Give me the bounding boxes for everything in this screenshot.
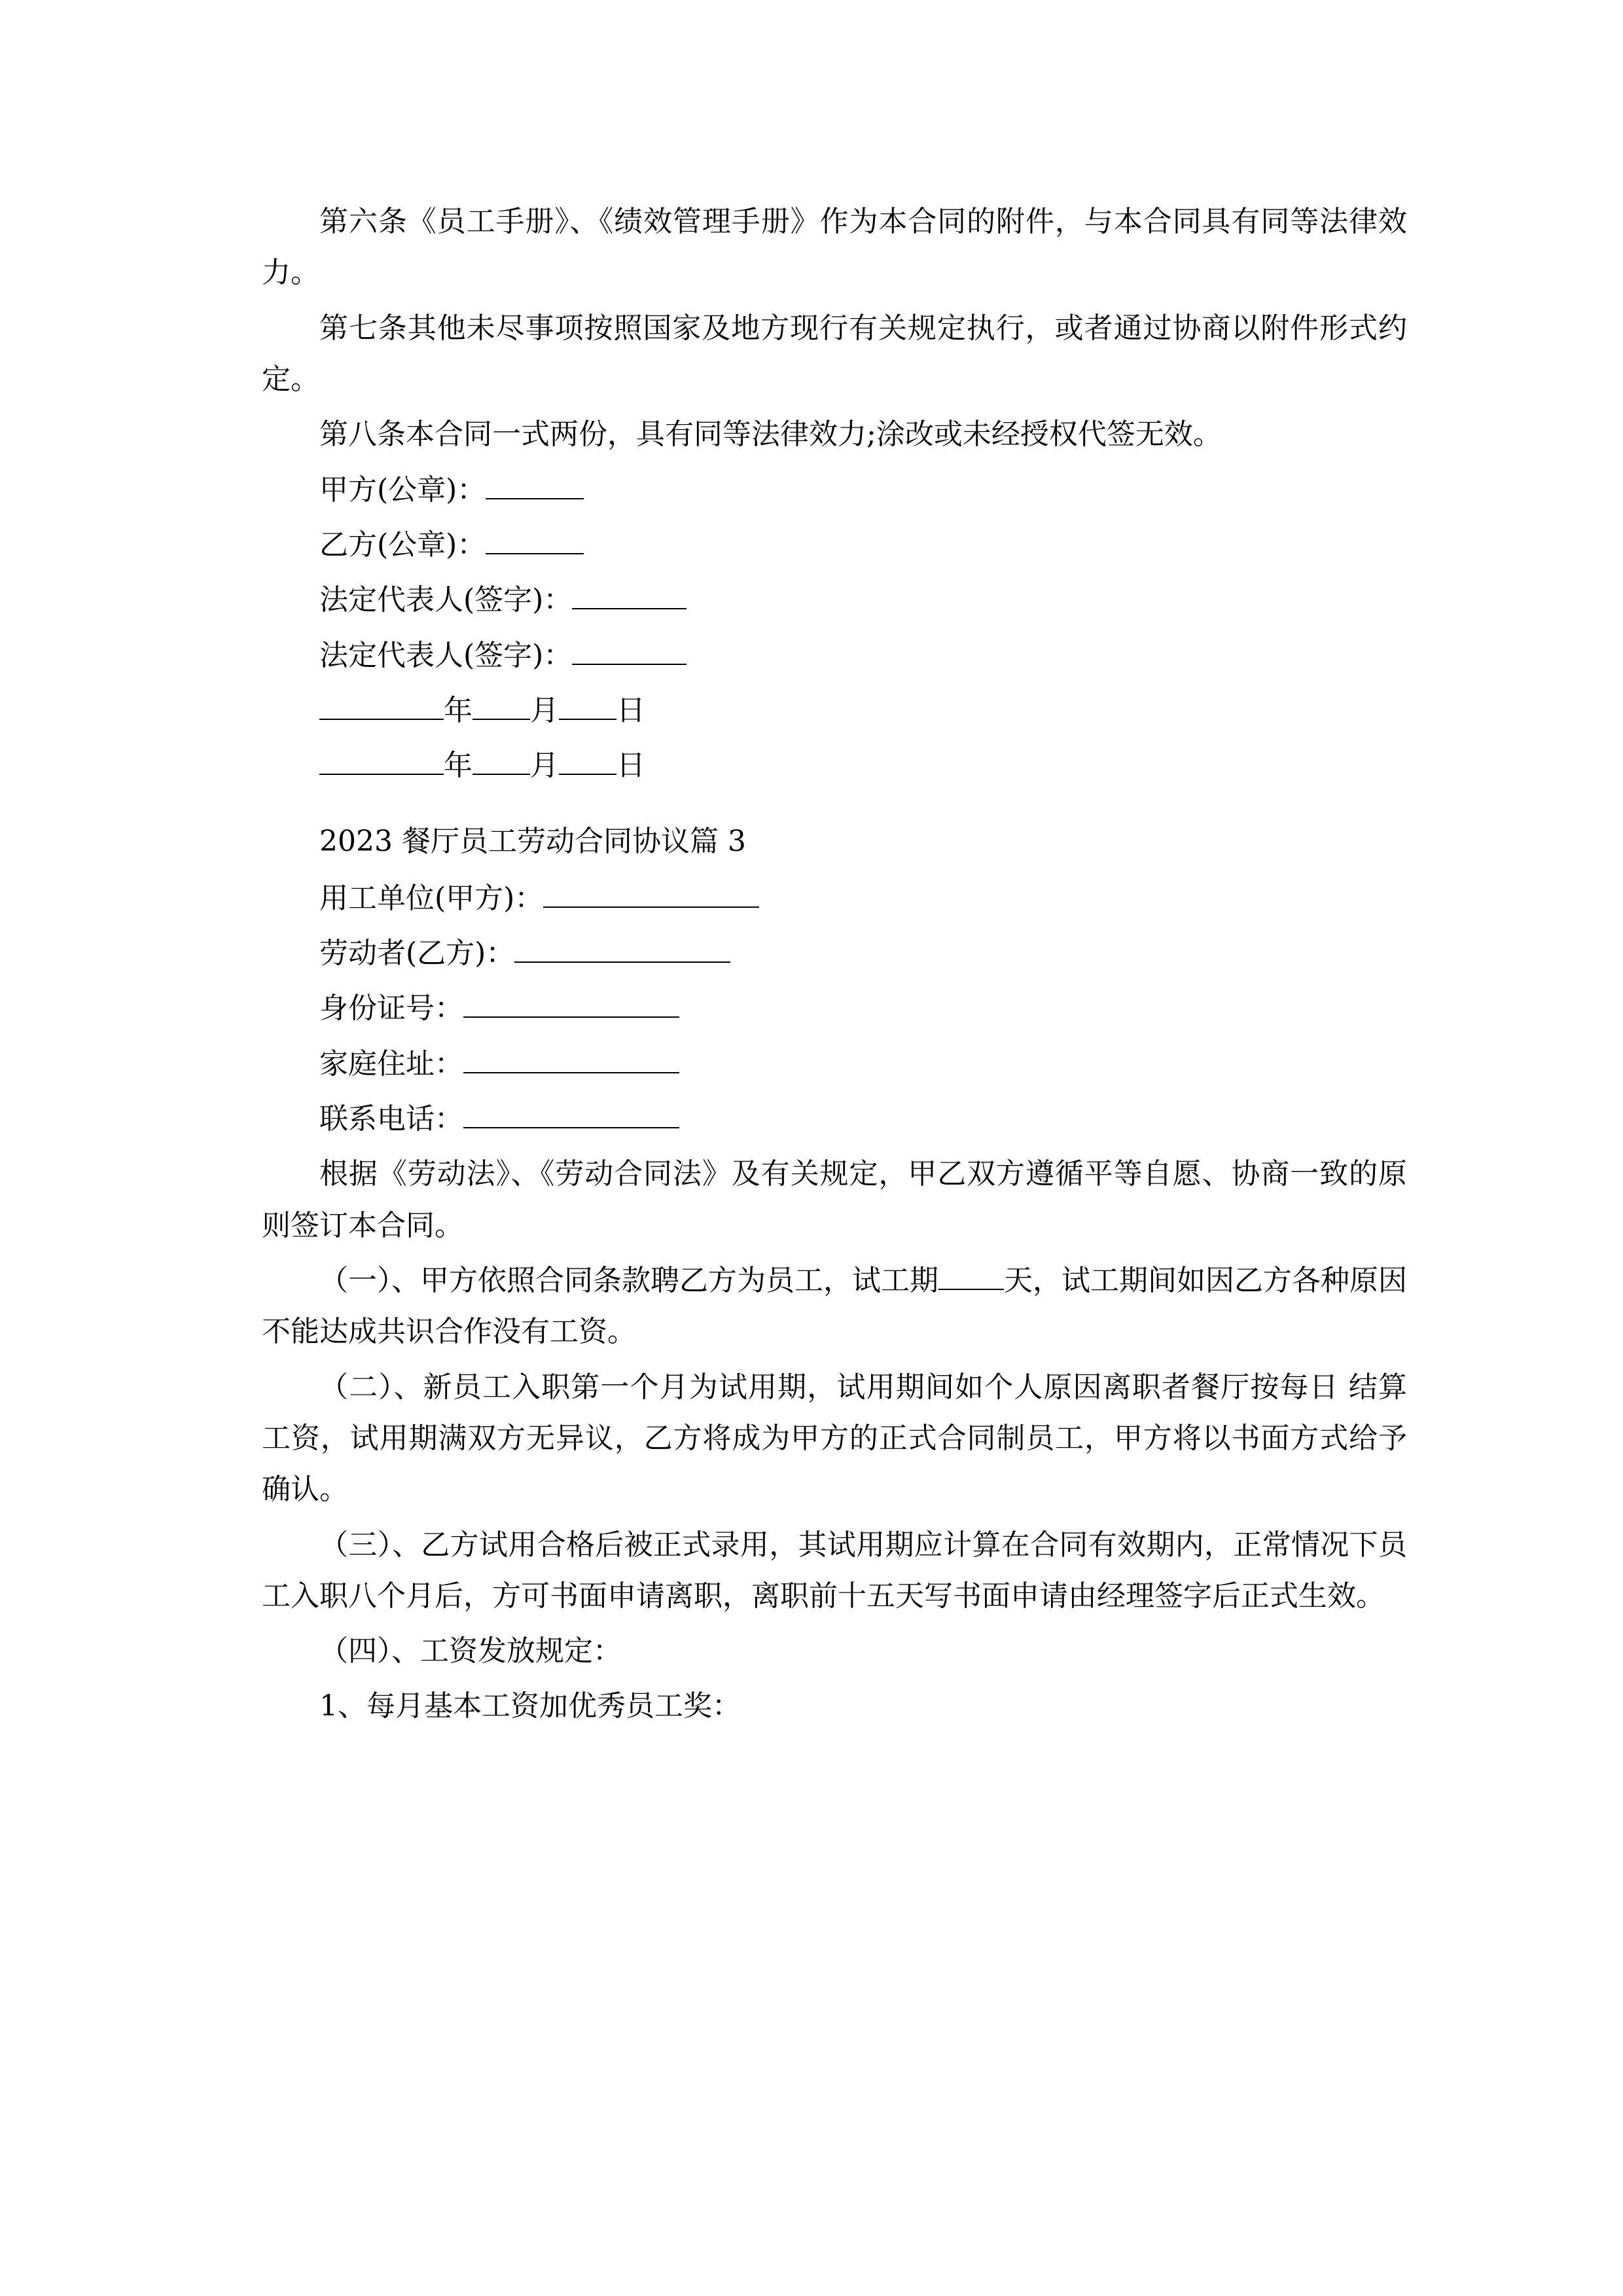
- worker-party-b-label: 劳动者(乙方)：: [319, 937, 515, 971]
- employer-party-a-blank: [543, 906, 759, 908]
- legal-rep-signature-a-blank: [572, 608, 687, 609]
- date-line-a: [262, 685, 1407, 736]
- home-address: [262, 1039, 1407, 1090]
- date-line-b: [262, 740, 1407, 791]
- item-four: （四）、工资发放规定：: [319, 1634, 622, 1668]
- date-line-b-year-blank: [319, 774, 444, 775]
- party-a-seal: [262, 465, 1407, 516]
- item-three: （三）、乙方试用合格后被正式录用，其试用期应计算在合同有效期内，正常情况下员工入职八个月后，方可书面申请离职，离职前十五天写书面申请由经理签字后正式生效。: [262, 1528, 1407, 1613]
- worker-party-b: [262, 928, 1407, 979]
- worker-party-b-blank: [514, 961, 730, 963]
- date-line-b-month-label: 月: [530, 749, 559, 783]
- home-address-blank: [463, 1072, 679, 1073]
- clause-seven: 第七条其他未尽事项按照国家及地方现行有关规定执行，或者通过协商以附件形式约定。: [262, 311, 1407, 396]
- legal-rep-signature-a-label: 法定代表人(签字)：: [319, 583, 573, 617]
- contact-phone: [262, 1094, 1407, 1145]
- document-body: [262, 196, 1407, 1732]
- item-four-sub-one: 1、每月基本工资加优秀员工奖：: [319, 1689, 741, 1723]
- date-line-b-day-label: 日: [616, 749, 645, 783]
- id-number-label: 身份证号：: [319, 992, 463, 1026]
- item-one-trial-days-blank: [938, 1289, 1004, 1290]
- home-address-label: 家庭住址：: [319, 1047, 463, 1081]
- date-line-a-month-blank: [473, 719, 530, 720]
- contact-phone-label: 联系电话：: [319, 1102, 463, 1136]
- date-line-a-day-blank: [559, 719, 616, 720]
- party-b-seal-label: 乙方(公章)：: [319, 528, 486, 562]
- employer-party-a-label: 用工单位(甲方)：: [319, 881, 544, 915]
- date-line-b-month-blank: [473, 774, 530, 775]
- item-one-text-after: 天，试工期间如因乙方各种原因不能达成共识合作没有工资。: [262, 1263, 1407, 1349]
- date-line-b-year-label: 年: [444, 749, 473, 783]
- id-number: [262, 983, 1407, 1034]
- spacer: [262, 795, 1407, 804]
- legal-rep-signature-a: [262, 575, 1407, 626]
- legal-rep-signature-b-blank: [572, 664, 687, 665]
- item-two: （二）、新员工入职第一个月为试用期，试用期间如个人原因离职者餐厅按每日 结算工资，试用期满双方无异议，乙方将成为甲方的正式合同制员工，甲方将以书面方式给予确认。: [262, 1370, 1407, 1507]
- item-one: [262, 1255, 1407, 1358]
- party-b-seal: [262, 520, 1407, 571]
- legal-rep-signature-b: [262, 630, 1407, 681]
- date-line-b-day-blank: [559, 774, 616, 775]
- legal-rep-signature-b-label: 法定代表人(签字)：: [319, 638, 573, 672]
- id-number-blank: [463, 1016, 679, 1018]
- party-a-seal-blank: [486, 498, 584, 499]
- employer-party-a: [262, 873, 1407, 924]
- date-line-a-day-label: 日: [616, 693, 645, 727]
- contact-phone-blank: [463, 1127, 679, 1128]
- legal-basis-paragraph: 根据《劳动法》、《劳动合同法》及有关规定，甲乙双方遵循平等自愿、协商一致的原则签订本合同。: [262, 1157, 1407, 1242]
- clause-six: 第六条《员工手册》、《绩效管理手册》作为本合同的附件，与本合同具有同等法律效力。: [262, 205, 1407, 290]
- party-b-seal-blank: [486, 553, 584, 554]
- item-one-text-before: （一）、甲方依照合同条款聘乙方为员工，试工期: [319, 1263, 938, 1297]
- section-title: 2023 餐厅员工劳动合同协议篇 3: [319, 825, 746, 859]
- party-a-seal-label: 甲方(公章)：: [319, 473, 486, 507]
- date-line-a-year-label: 年: [444, 693, 473, 727]
- date-line-a-year-blank: [319, 719, 444, 720]
- clause-eight: 第八条本合同一式两份，具有同等法律效力;涂改或未经授权代签无效。: [319, 418, 1222, 452]
- date-line-a-month-label: 月: [530, 693, 559, 727]
